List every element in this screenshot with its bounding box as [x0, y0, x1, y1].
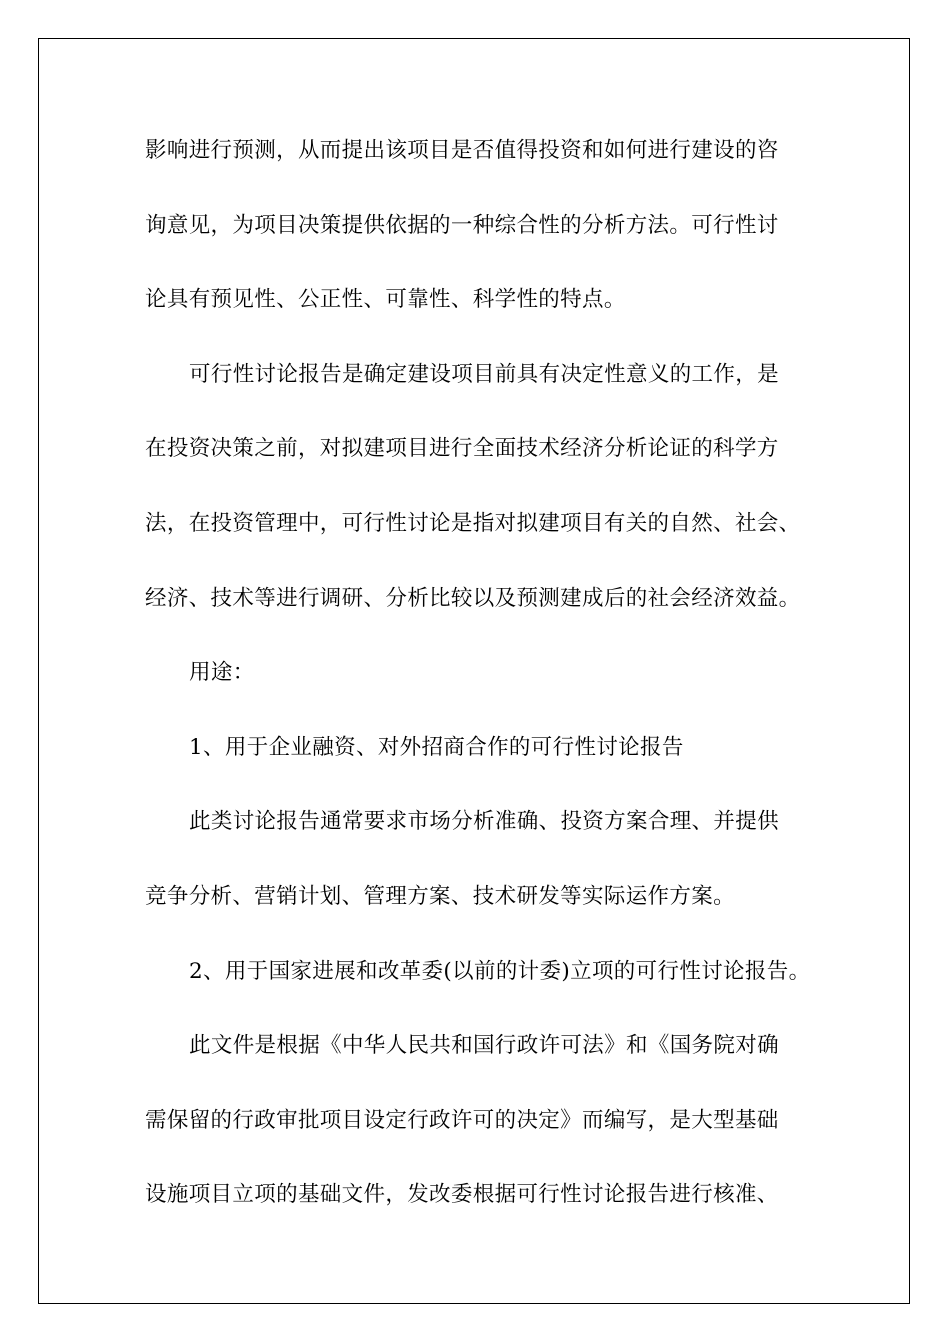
text-line-2: 询意见，为项目决策提供依据的一种综合性的分析方法。可行性讨 [145, 212, 779, 238]
text-line-5: 在投资决策之前，对拟建项目进行全面技术经济分析论证的科学方 [145, 436, 779, 462]
text-line-13: 此文件是根据《中华人民共和国行政许可法》和《国务院对确 [189, 1033, 779, 1059]
text-line-10: 此类讨论报告通常要求市场分析准确、投资方案合理、并提供 [189, 809, 779, 835]
text-line-12: 2、用于国家进展和改革委(以前的计委)立项的可行性讨论报告。 [189, 958, 811, 984]
document-body [145, 128, 825, 1247]
text-line-11: 竞争分析、营销计划、管理方案、技术研发等实际运作方案。 [145, 883, 735, 909]
text-line-15: 设施项目立项的基础文件，发改委根据可行性讨论报告进行核准、 [145, 1182, 779, 1208]
text-line-4: 可行性讨论报告是确定建设项目前具有决定性意义的工作，是 [189, 361, 779, 387]
text-line-1: 影响进行预测，从而提出该项目是否值得投资和如何进行建设的咨 [145, 138, 779, 163]
text-line-14: 需保留的行政审批项目设定行政许可的决定》而编写，是大型基础 [145, 1107, 779, 1133]
text-line-3: 论具有预见性、公正性、可靠性、科学性的特点。 [145, 287, 626, 313]
text-line-8: 用途： [189, 660, 255, 686]
text-line-9: 1、用于企业融资、对外招商合作的可行性讨论报告 [189, 734, 684, 760]
text-line-6: 法，在投资管理中，可行性讨论是指对拟建项目有关的自然、社会、 [145, 510, 801, 536]
text-line-7: 经济、技术等进行调研、分析比较以及预测建成后的社会经济效益。 [145, 585, 801, 611]
